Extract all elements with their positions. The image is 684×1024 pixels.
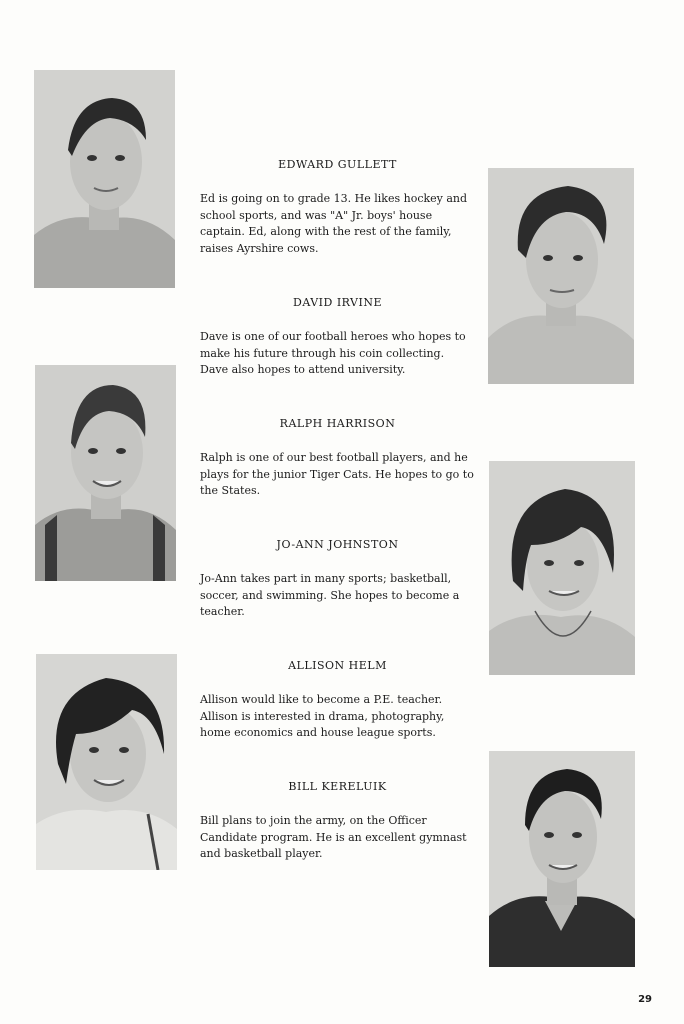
- student-name: RALPH HARRISON: [279, 417, 396, 430]
- student-entry-allison-helm: [200, 659, 475, 742]
- student-name: DAVID IRVINE: [293, 296, 382, 309]
- student-entry-ralph-harrison: [200, 417, 475, 500]
- student-name: BILL KERELUIK: [288, 780, 387, 793]
- student-name: JO-ANN JOHNSTON: [276, 538, 399, 551]
- student-bio: Ralph is one of our best football players, and he plays for the junior Tiger Cats. He hopes to go to the States.: [200, 451, 474, 497]
- student-bio: Jo-Ann takes part in many sports; basketball, soccer, and swimming. She hopes to become a teacher.: [200, 572, 460, 618]
- student-bio: Dave is one of our football heroes who hopes to make his future through his coin collecting. Dave also hopes to attend university.: [200, 330, 466, 376]
- page-number: 29: [638, 994, 652, 1005]
- student-bio: Bill plans to join the army, on the Officer Candidate program. He is an excellent gymnast and basketball player.: [200, 814, 467, 860]
- student-name: ALLISON HELM: [288, 659, 387, 672]
- student-entry-edward-gullett: [200, 158, 475, 257]
- student-bio: Allison would like to become a P.E. teacher. Allison is interested in drama, photography, home economics and house league sports.: [200, 693, 445, 739]
- portrait-photo-jo-ann-johnston: [489, 461, 635, 675]
- student-entry-bill-kereluik: [200, 780, 475, 863]
- student-entry-david-irvine: [200, 296, 475, 379]
- student-name: EDWARD GULLETT: [278, 158, 397, 171]
- student-bio: Ed is going on to grade 13. He likes hockey and school sports, and was "A" Jr. boys' house captain. Ed, along with the rest of the family, raises Ayrshire cows.: [200, 192, 468, 255]
- portrait-photo-david-irvine: [488, 168, 634, 384]
- student-entry-jo-ann-johnston: [200, 538, 475, 621]
- portrait-photo-allison-helm: [36, 654, 177, 870]
- portrait-photo-bill-kereluik: [489, 751, 635, 967]
- portrait-photo-ralph-harrison: [35, 365, 176, 581]
- portrait-photo-edward-gullett: [34, 70, 175, 288]
